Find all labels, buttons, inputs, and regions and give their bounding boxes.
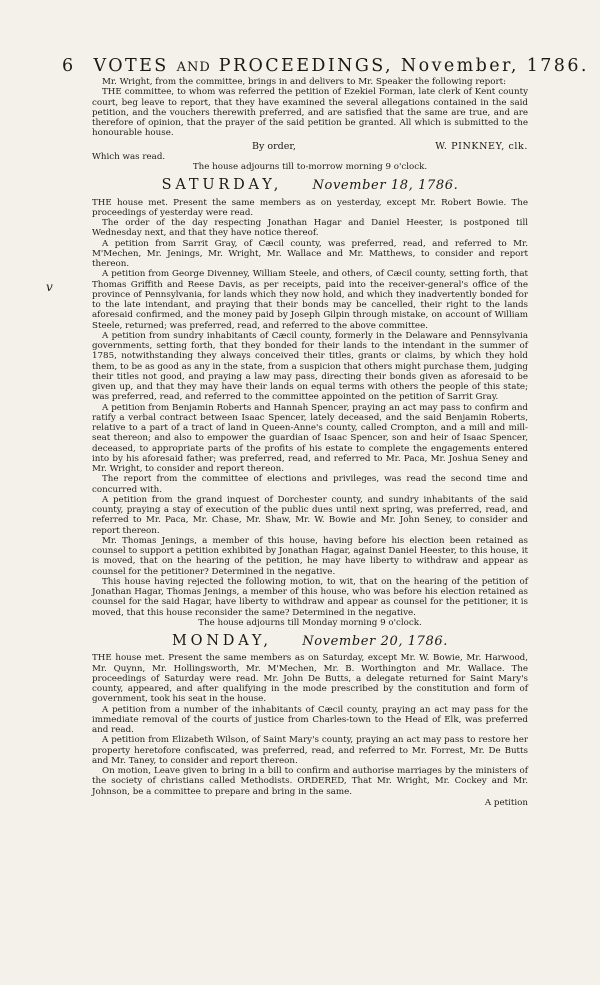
- day-heading-saturday: [92, 177, 528, 194]
- page-number: 6: [62, 56, 76, 76]
- paragraph: A petition from Benjamin Roberts and Hannah Spencer, praying an act may pass to confirm and ratify a verbal contract between Isaac Spencer, lately deceased, and the said Benjamin Roberts, relative to a part of a tract of land in Queen-Anne's county, called Crompton, and a mill and mill-seat thereon; and also to empower the guardian of Isaac Spencer, son and heir of Isaac Spencer, deceased, to appropriate parts of the profits of his estate to complete the engagements entered into by his aforesaid father; was preferred, read, and referred to Mr. Paca, Mr. Joshua Seney and Mr. Wright, to consider and report thereon.: [92, 402, 528, 474]
- catchword: A petition: [484, 797, 528, 808]
- signature-row: [92, 142, 528, 152]
- paragraph: A petition from Elizabeth Wilson, of Saint Mary's county, praying an act may pass to restore her property heretofore confiscated, was preferred, read, and referred to Mr. Forrest, Mr. De Butts and Mr. Taney, to consider and report thereon.: [92, 735, 528, 766]
- paragraph: On motion, Leave given to bring in a bill to confirm and authorise marriages by the ministers of the society of christians called Methodists. ORDERED, That Mr. Wright, Mr. Cockey and Mr. Johnson, be a committee to prepare and bring in the same.: [92, 766, 528, 797]
- report-intro: Mr. Wright, from the committee, brings in and delivers to Mr. Speaker the following report:: [102, 77, 507, 87]
- day-name: MONDAY,: [171, 633, 272, 649]
- paragraph: A petition from Sarrit Gray, of Cæcil county, was preferred, read, and referred to Mr. M'Mechen, Mr. Jenings, Mr. Wright, Mr. Wallace and Mr. Matthews, to consider and report thereon.: [92, 238, 528, 269]
- which-was-read: Which was read.: [92, 151, 166, 162]
- paragraph: A petition from the grand inquest of Dorchester county, and sundry inhabitants of the said county, praying a stay of execution of the public dues until next spring, was preferred, read, and referred to Mr. Paca, Mr. Chase, Mr. Shaw, Mr. W. Bowie and Mr. John Seney, to consider and report thereon.: [92, 494, 528, 536]
- paragraph: THE house met. Present the same members as on Saturday, except Mr. W. Bowie, Mr. Harwood, Mr. Quynn, Mr. Hollingsworth, Mr. M'Mechen, Mr. B. Worthington and Mr. Wallace. The proceedings of Saturday were read. Mr. John De Butts, a delegate returned for Saint Mary's county, appeared, and after qualifying in the mode prescribed by the constitution and form of government, took his seat in the house.: [92, 653, 528, 705]
- clerk-signature: W. PINKNEY, clk.: [435, 140, 528, 152]
- adjourn-notice-saturday: The house adjourns till Monday morning 9 o'clock.: [198, 617, 422, 628]
- header-title-proceedings: PROCEEDINGS, November, 1786.: [218, 56, 589, 76]
- committee-report: THE committee, to whom was referred the petition of Ezekiel Forman, late clerk of Kent county court, beg leave to report, that they have examined the several allegations contained in the said petition, and the vouchers therewith preferred, and are satisfied that the same are true, and are therefore of opinion, that the prayer of the said petition be granted. All which is submitted to the honourable house.: [92, 87, 528, 139]
- day-date: November 18, 1786.: [312, 178, 459, 194]
- adjourn-notice-friday: The house adjourns till to-morrow morning 9 o'clock.: [192, 162, 428, 172]
- header-title-and: AND: [176, 60, 211, 75]
- header-title-votes: VOTES: [93, 56, 169, 76]
- paragraph: This house having rejected the following motion, to wit, that on the hearing of the petition of Jonathan Hagar, Thomas Jenings, a member of this house, who was before his election retained as counsel for the said Hagar, have liberty to withdraw and appear as counsel for the petitioner, it is moved, that this house reconsider the same? Determined in the negative.: [92, 576, 528, 618]
- paragraph: The order of the day respecting Jonathan Hagar and Daniel Heester, is postponed till Wednesday next, and that they have notice thereof.: [92, 218, 528, 239]
- paragraph: THE house met. Present the same members as on yesterday, except Mr. Robert Bowie. The proceedings of yesterday were read.: [92, 197, 528, 218]
- paragraph: The report from the committee of elections and privileges, was read the second time and concurred with.: [92, 474, 528, 495]
- paragraph: A petition from sundry inhabitants of Cæcil county, formerly in the Delaware and Pennsylvania governments, setting forth, that they bonded for their lands to the intendant in the summer of 1785, notwithstanding they always conceived their titles, grants or claims, by which they hold them, to be as good as any in the state, from a suspicion that others might purchase them, judging their titles not good, and praying a law may pass, directing their bonds given as aforesaid to be given up, and that they may have their lands on equal terms with others the people of this state; was preferred, read, and referred to the committee appointed on the petition of Sarrit Gray.: [92, 330, 528, 403]
- paragraph: A petition from George Divenney, William Steele, and others, of Cæcil county, setting forth, that Thomas Griffith and Reese Davis, as per receipts, paid into the receiver-general's office of the province of Pennsylvania, for lands which they now hold, and which they inadvertently bonded for to the late intendant, and praying that their bonds may be cancelled, their right to the lands aforesaid confirmed, and the money paid by Joseph Gilpin through mistake, on account of William Steele, returned; was preferred, read, and referred to the above committee.: [92, 269, 528, 331]
- day-name: SATURDAY,: [161, 177, 283, 194]
- paragraph: A petition from a number of the inhabitants of Cæcil county, praying an act may pass for the immediate removal of the courts of justice from Charles-town to the Head of Elk, was preferred and read.: [92, 704, 528, 735]
- paragraph: Mr. Thomas Jenings, a member of this house, having before his election been retained as counsel to support a petition exhibited by Jonathan Hagar, against Daniel Heester, to this house, it is moved, that on the hearing of the petition, he may have liberty to withdraw and appear as counsel for the petitioner? Determined in the negative.: [92, 535, 528, 577]
- by-order: By order,: [252, 140, 296, 152]
- margin-annotation: v: [46, 280, 53, 294]
- page-body: [92, 77, 528, 808]
- day-heading-monday: [92, 633, 528, 649]
- day-date: November 20, 1786.: [302, 634, 449, 649]
- running-head: [62, 56, 589, 76]
